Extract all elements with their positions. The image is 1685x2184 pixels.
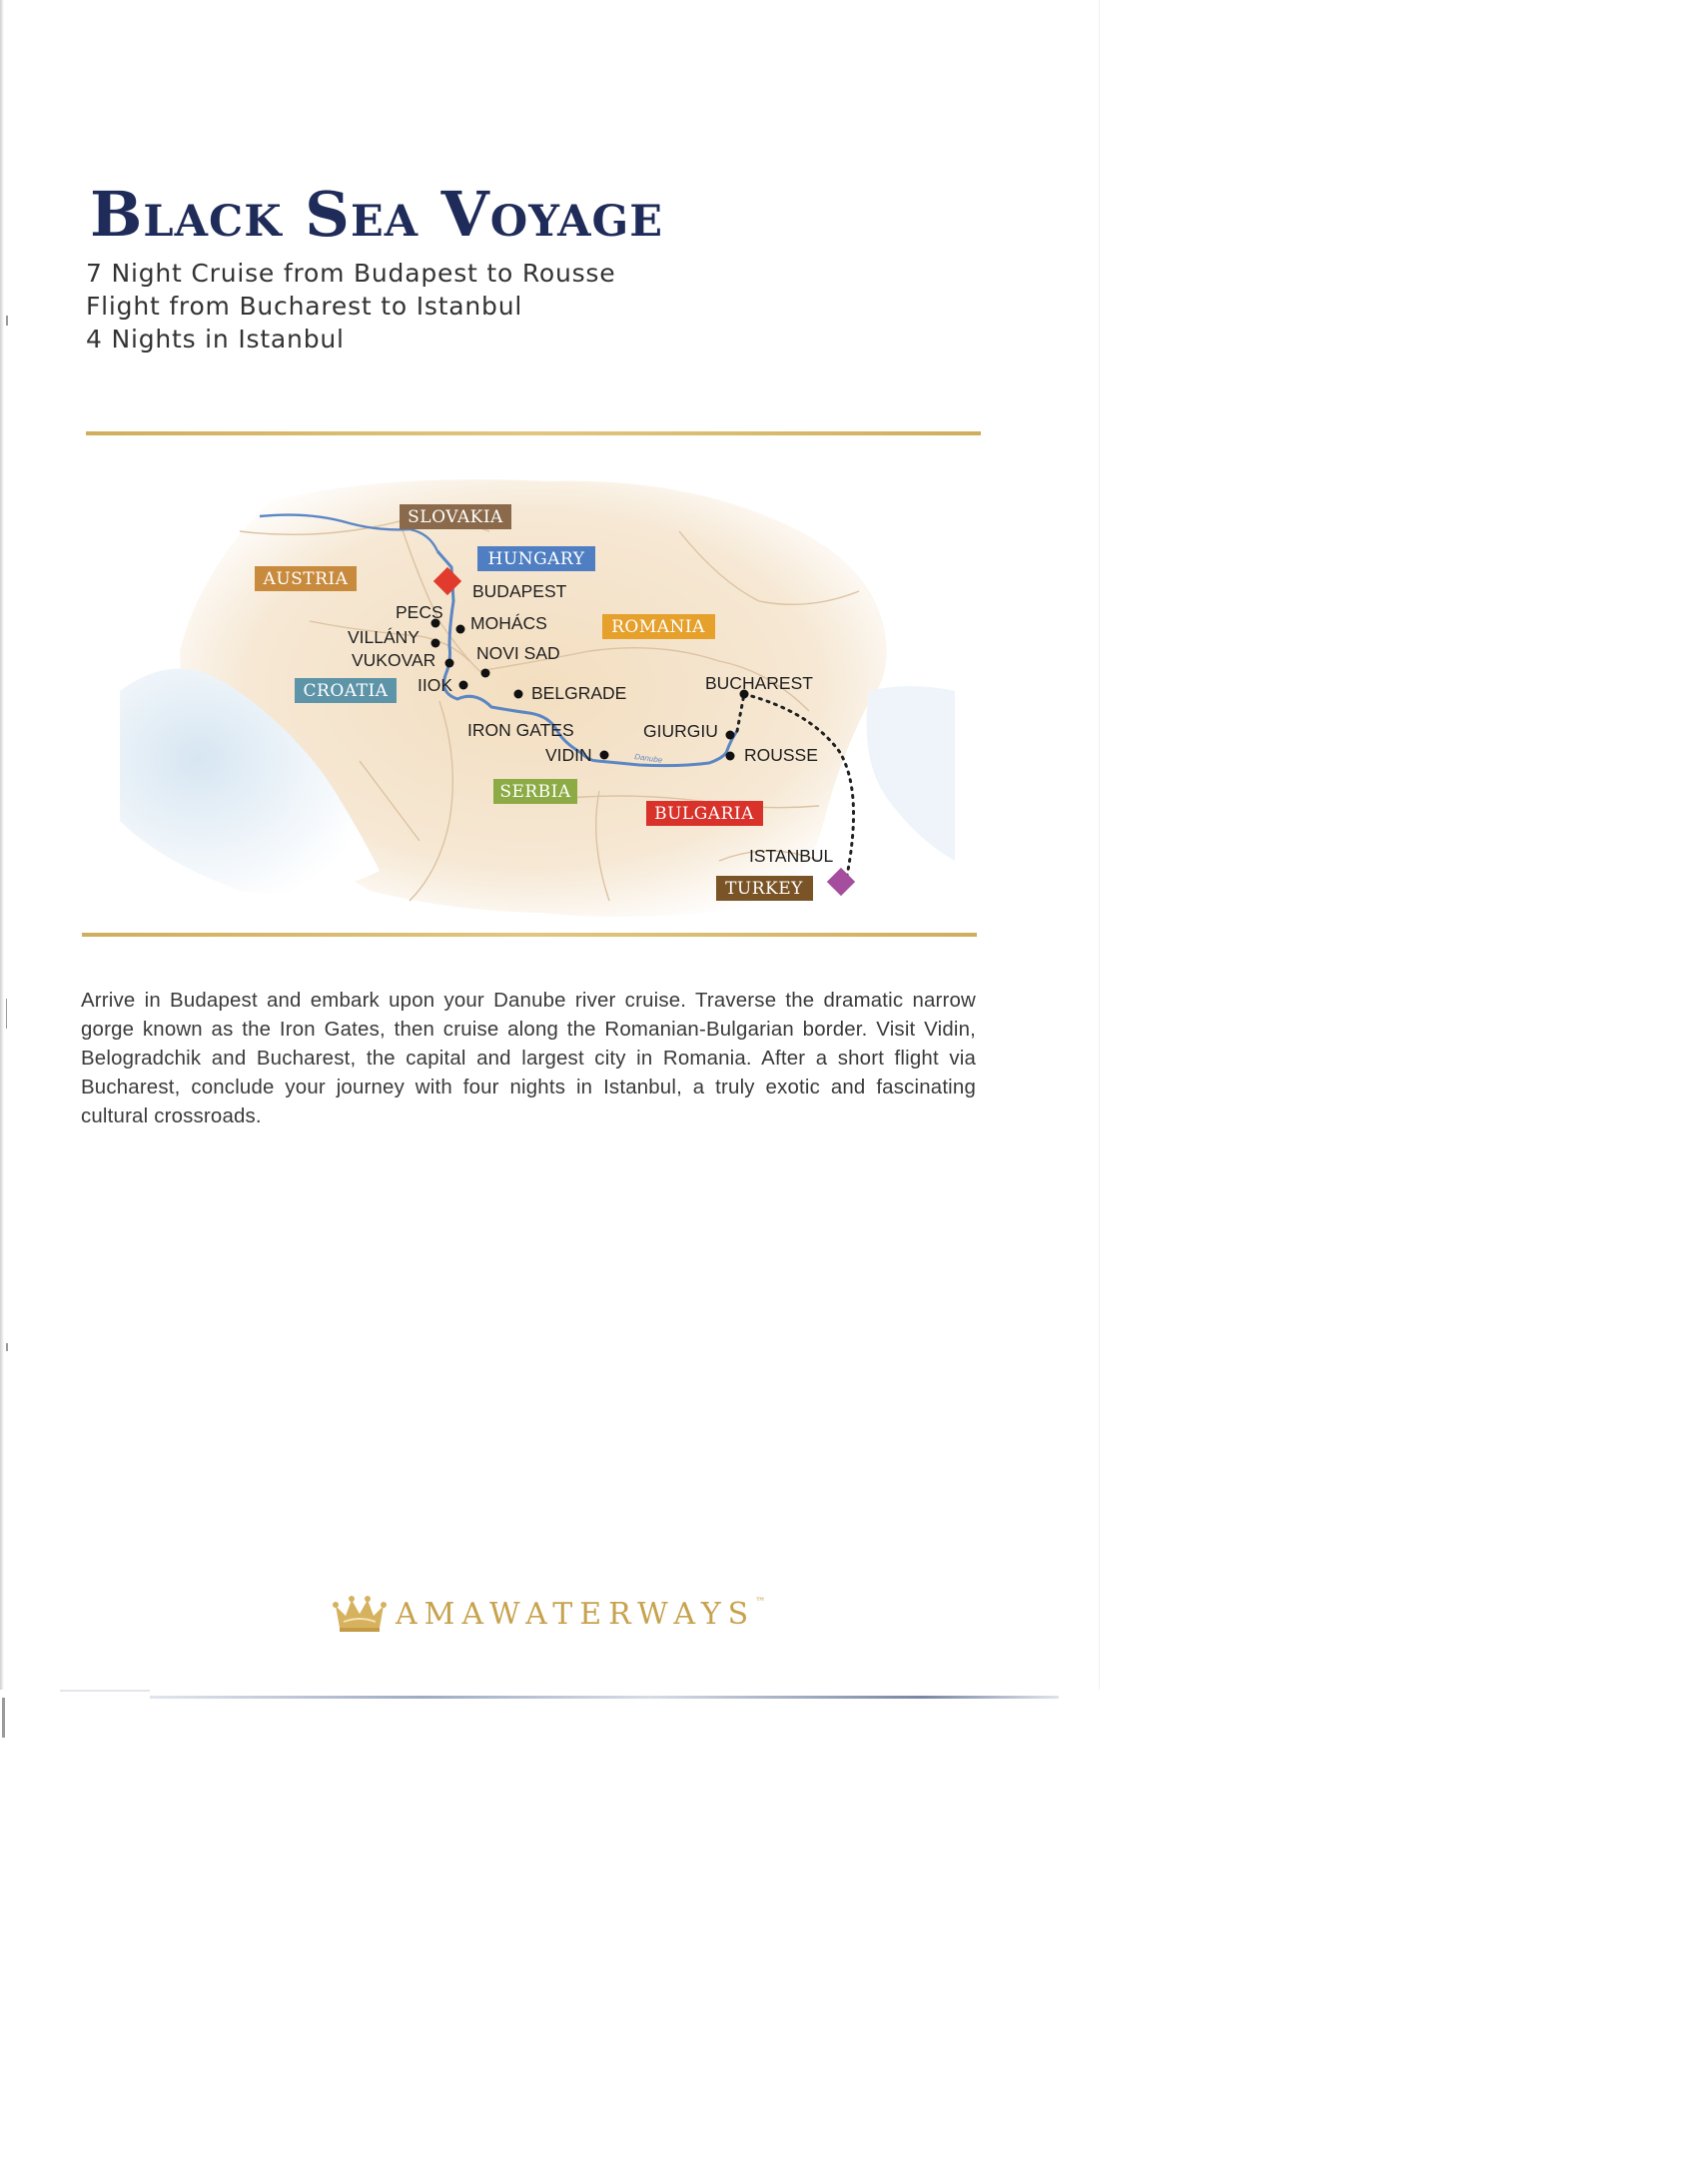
novi-sad-dot: [481, 669, 490, 678]
city-label-istanbul: ISTANBUL: [749, 846, 834, 866]
river-label: Danube: [633, 752, 663, 765]
svg-text:SERBIA: SERBIA: [499, 782, 571, 802]
city-label-ilok: IIOK: [418, 675, 453, 695]
city-label-rousse: ROUSSE: [744, 745, 818, 765]
svg-text:HUNGARY: HUNGARY: [487, 549, 585, 569]
svg-text:BULGARIA: BULGARIA: [654, 804, 754, 824]
amawaterways-logo: [332, 1592, 765, 1636]
city-label-novi-sad: NOVI SAD: [476, 643, 560, 663]
mohacs-dot: [456, 625, 465, 634]
svg-text:AUSTRIA: AUSTRIA: [263, 569, 349, 589]
svg-text:TURKEY: TURKEY: [725, 879, 803, 899]
vidin-dot: [600, 751, 609, 760]
city-label-vidin: VIDIN: [545, 745, 592, 765]
belgrade-dot: [514, 690, 523, 699]
bottom-divider: [82, 933, 977, 937]
map-black-sea: [867, 686, 956, 861]
giurgiu-dot: [726, 731, 735, 740]
city-label-mohacs: MOHÁCS: [470, 613, 547, 633]
itinerary-line-hotel: 4 Nights in Istanbul: [86, 325, 345, 354]
itinerary-line-flight: Flight from Bucharest to Istanbul: [86, 292, 523, 321]
ilok-dot: [459, 681, 468, 690]
city-label-vukovar: VUKOVAR: [352, 650, 436, 670]
vukovar-dot: [445, 659, 454, 668]
scan-mark: [2, 1698, 5, 1738]
country-tag-hungary: [477, 546, 595, 571]
itinerary-summary: [86, 257, 615, 356]
city-label-bucharest: BUCHAREST: [705, 673, 813, 693]
city-label-iron-gates: IRON GATES: [467, 720, 574, 740]
tour-description: Arrive in Budapest and embark upon your Danube river cruise. Traverse the dramatic narrow gorge known as the Iron Gates, then cruise along the Romanian-Bulgarian border. Visit Vidin, Belogradchik and Bucharest, the capital and largest city in Romania. After a short flight via Bucharest, conclude your journey with four nights in Istanbul, a truly exotic and fascinating cultural crossroads.: [81, 990, 976, 1127]
city-label-budapest: BUDAPEST: [472, 581, 567, 601]
top-divider: [86, 431, 981, 435]
scan-edge-line: [150, 1696, 1059, 1699]
itinerary-line-cruise: 7 Night Cruise from Budapest to Rousse: [86, 259, 616, 288]
city-label-belgrade: BELGRADE: [531, 683, 627, 703]
svg-text:CROATIA: CROATIA: [303, 681, 389, 701]
page-title: Black Sea Voyage: [90, 178, 664, 251]
city-label-pecs: PECS: [396, 602, 443, 622]
page-spine-shadow: [0, 0, 4, 1690]
country-tag-romania: [602, 614, 715, 639]
scan-edge-line: [60, 1690, 150, 1692]
scan-mark: [6, 999, 7, 1029]
istanbul-end-marker: [827, 868, 855, 896]
country-tag-serbia: [493, 779, 577, 804]
country-tag-croatia: [295, 678, 397, 703]
scan-mark: [6, 1343, 8, 1351]
brand-name: AMAWATERWAYS™: [396, 1596, 766, 1632]
villany-dot: [431, 639, 440, 648]
scan-mark: [6, 316, 8, 326]
route-map-svg: [120, 461, 955, 929]
route-map: [120, 461, 955, 929]
country-tag-bulgaria: [646, 801, 763, 826]
country-tag-slovakia: [400, 504, 511, 529]
svg-text:SLOVAKIA: SLOVAKIA: [408, 507, 503, 527]
city-label-villany: VILLÁNY: [348, 627, 420, 647]
svg-text:ROMANIA: ROMANIA: [611, 617, 705, 637]
country-tag-austria: [255, 566, 357, 591]
rousse-dot: [726, 752, 735, 761]
city-label-giurgiu: GIURGIU: [643, 721, 718, 741]
country-tag-turkey: [716, 876, 813, 901]
crown-icon: [332, 1594, 388, 1634]
